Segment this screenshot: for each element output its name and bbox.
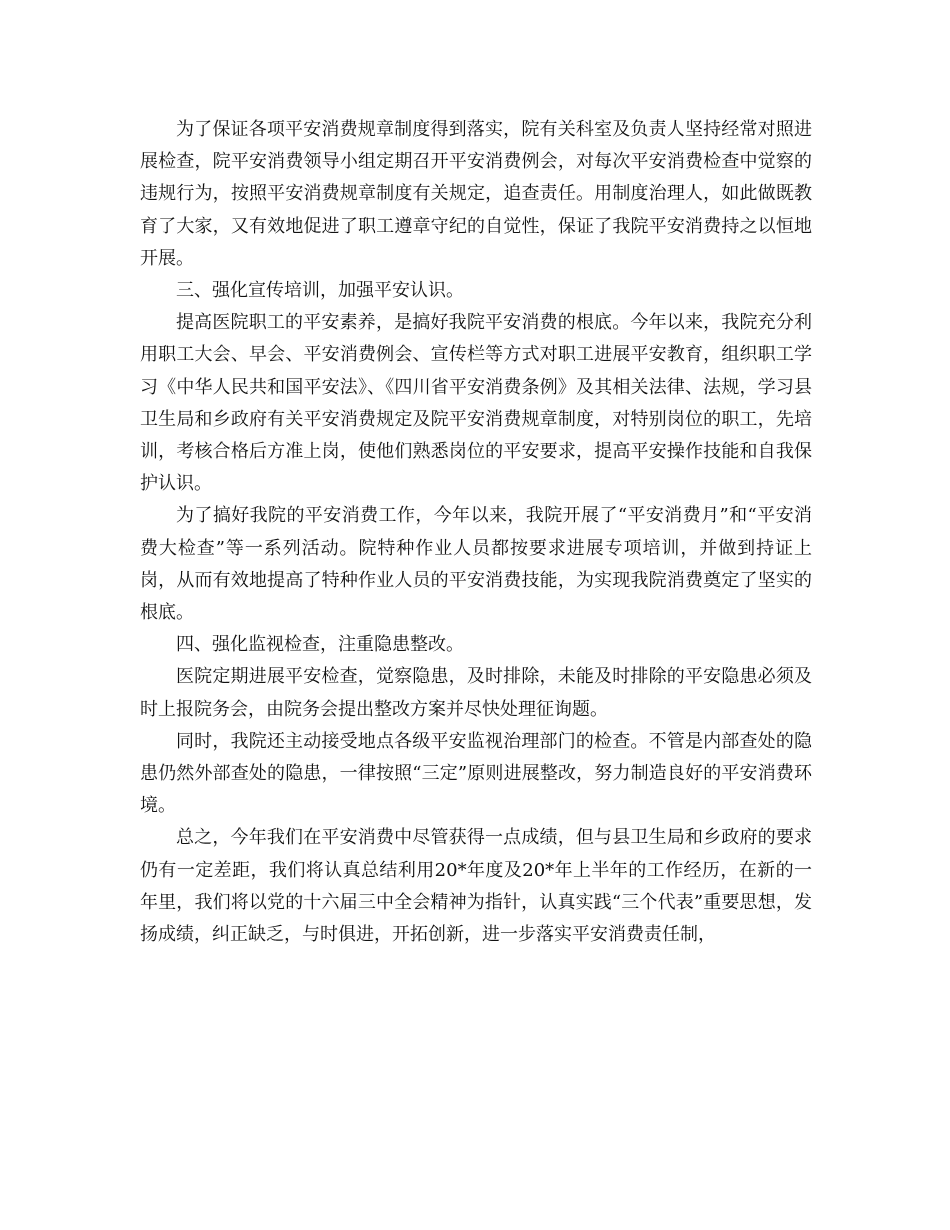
paragraph-summary: 总之，今年我们在平安消费中尽管获得一点成绩，但与县卫生局和乡政府的要求仍有一定差距，我们将认真总结利用20*年度及20*年上半年的工作经历，在新的一年里，我们将以党的十六届三中全会精神为指针，认真实践“三个代表”重要思想，发扬成绩，纠正缺乏，与时俱进，开拓创新，进一步落实平安消费责任制， xyxy=(140,827,812,946)
document-page xyxy=(140,114,812,951)
paragraph-inspection: 医院定期进展平安检查，觉察隐患，及时排除，未能及时排除的平安隐患必须及时上报院务会，由院务会提出整改方案并尽快处理征询题。 xyxy=(140,666,812,720)
paragraph-activities: 为了搞好我院的平安消费工作，今年以来，我院开展了“平安消费月”和“平安消费大检查”等一系列活动。院特种作业人员都按要求进展专项培训，并做到持证上岗，从而有效地提高了特种作业人员的平安消费技能，为实现我院消费奠定了坚实的根底。 xyxy=(140,505,812,624)
paragraph-supervision-system: 为了保证各项平安消费规章制度得到落实，院有关科室及负责人坚持经常对照进展检查，院平安消费领导小组定期召开平安消费例会，对每次平安消费检查中觉察的违规行为，按照平安消费规章制度有关规定，追查责任。用制度治理人，如此做既教育了大家，又有效地促进了职工遵章守纪的自觉性，保证了我院平安消费持之以恒地开展。 xyxy=(140,119,812,269)
heading-section-four: 四、强化监视检查，注重隐患整改。 xyxy=(176,634,464,656)
paragraph-training: 提高医院职工的平安素养，是搞好我院平安消费的根底。今年以来，我院充分利用职工大会、早会、平安消费例会、宣传栏等方式对职工进展平安教育，组织职工学习《中华人民共和国平安法》、《四川省平安消费条例》及其相关法律、法规，学习县卫生局和乡政府有关平安消费规定及院平安消费规章制度，对特别岗位的职工，先培训，考核合格后方准上岗，使他们熟悉岗位的平安要求，提高平安操作技能和自我保护认识。 xyxy=(140,312,812,495)
paragraph-external-inspection: 同时，我院还主动接受地点各级平安监视治理部门的检查。不管是内部查处的隐患仍然外部查处的隐患，一律按照“三定”原则进展整改，努力制造良好的平安消费环境。 xyxy=(140,730,812,817)
heading-section-three: 三、强化宣传培训，加强平安认识。 xyxy=(176,280,464,302)
